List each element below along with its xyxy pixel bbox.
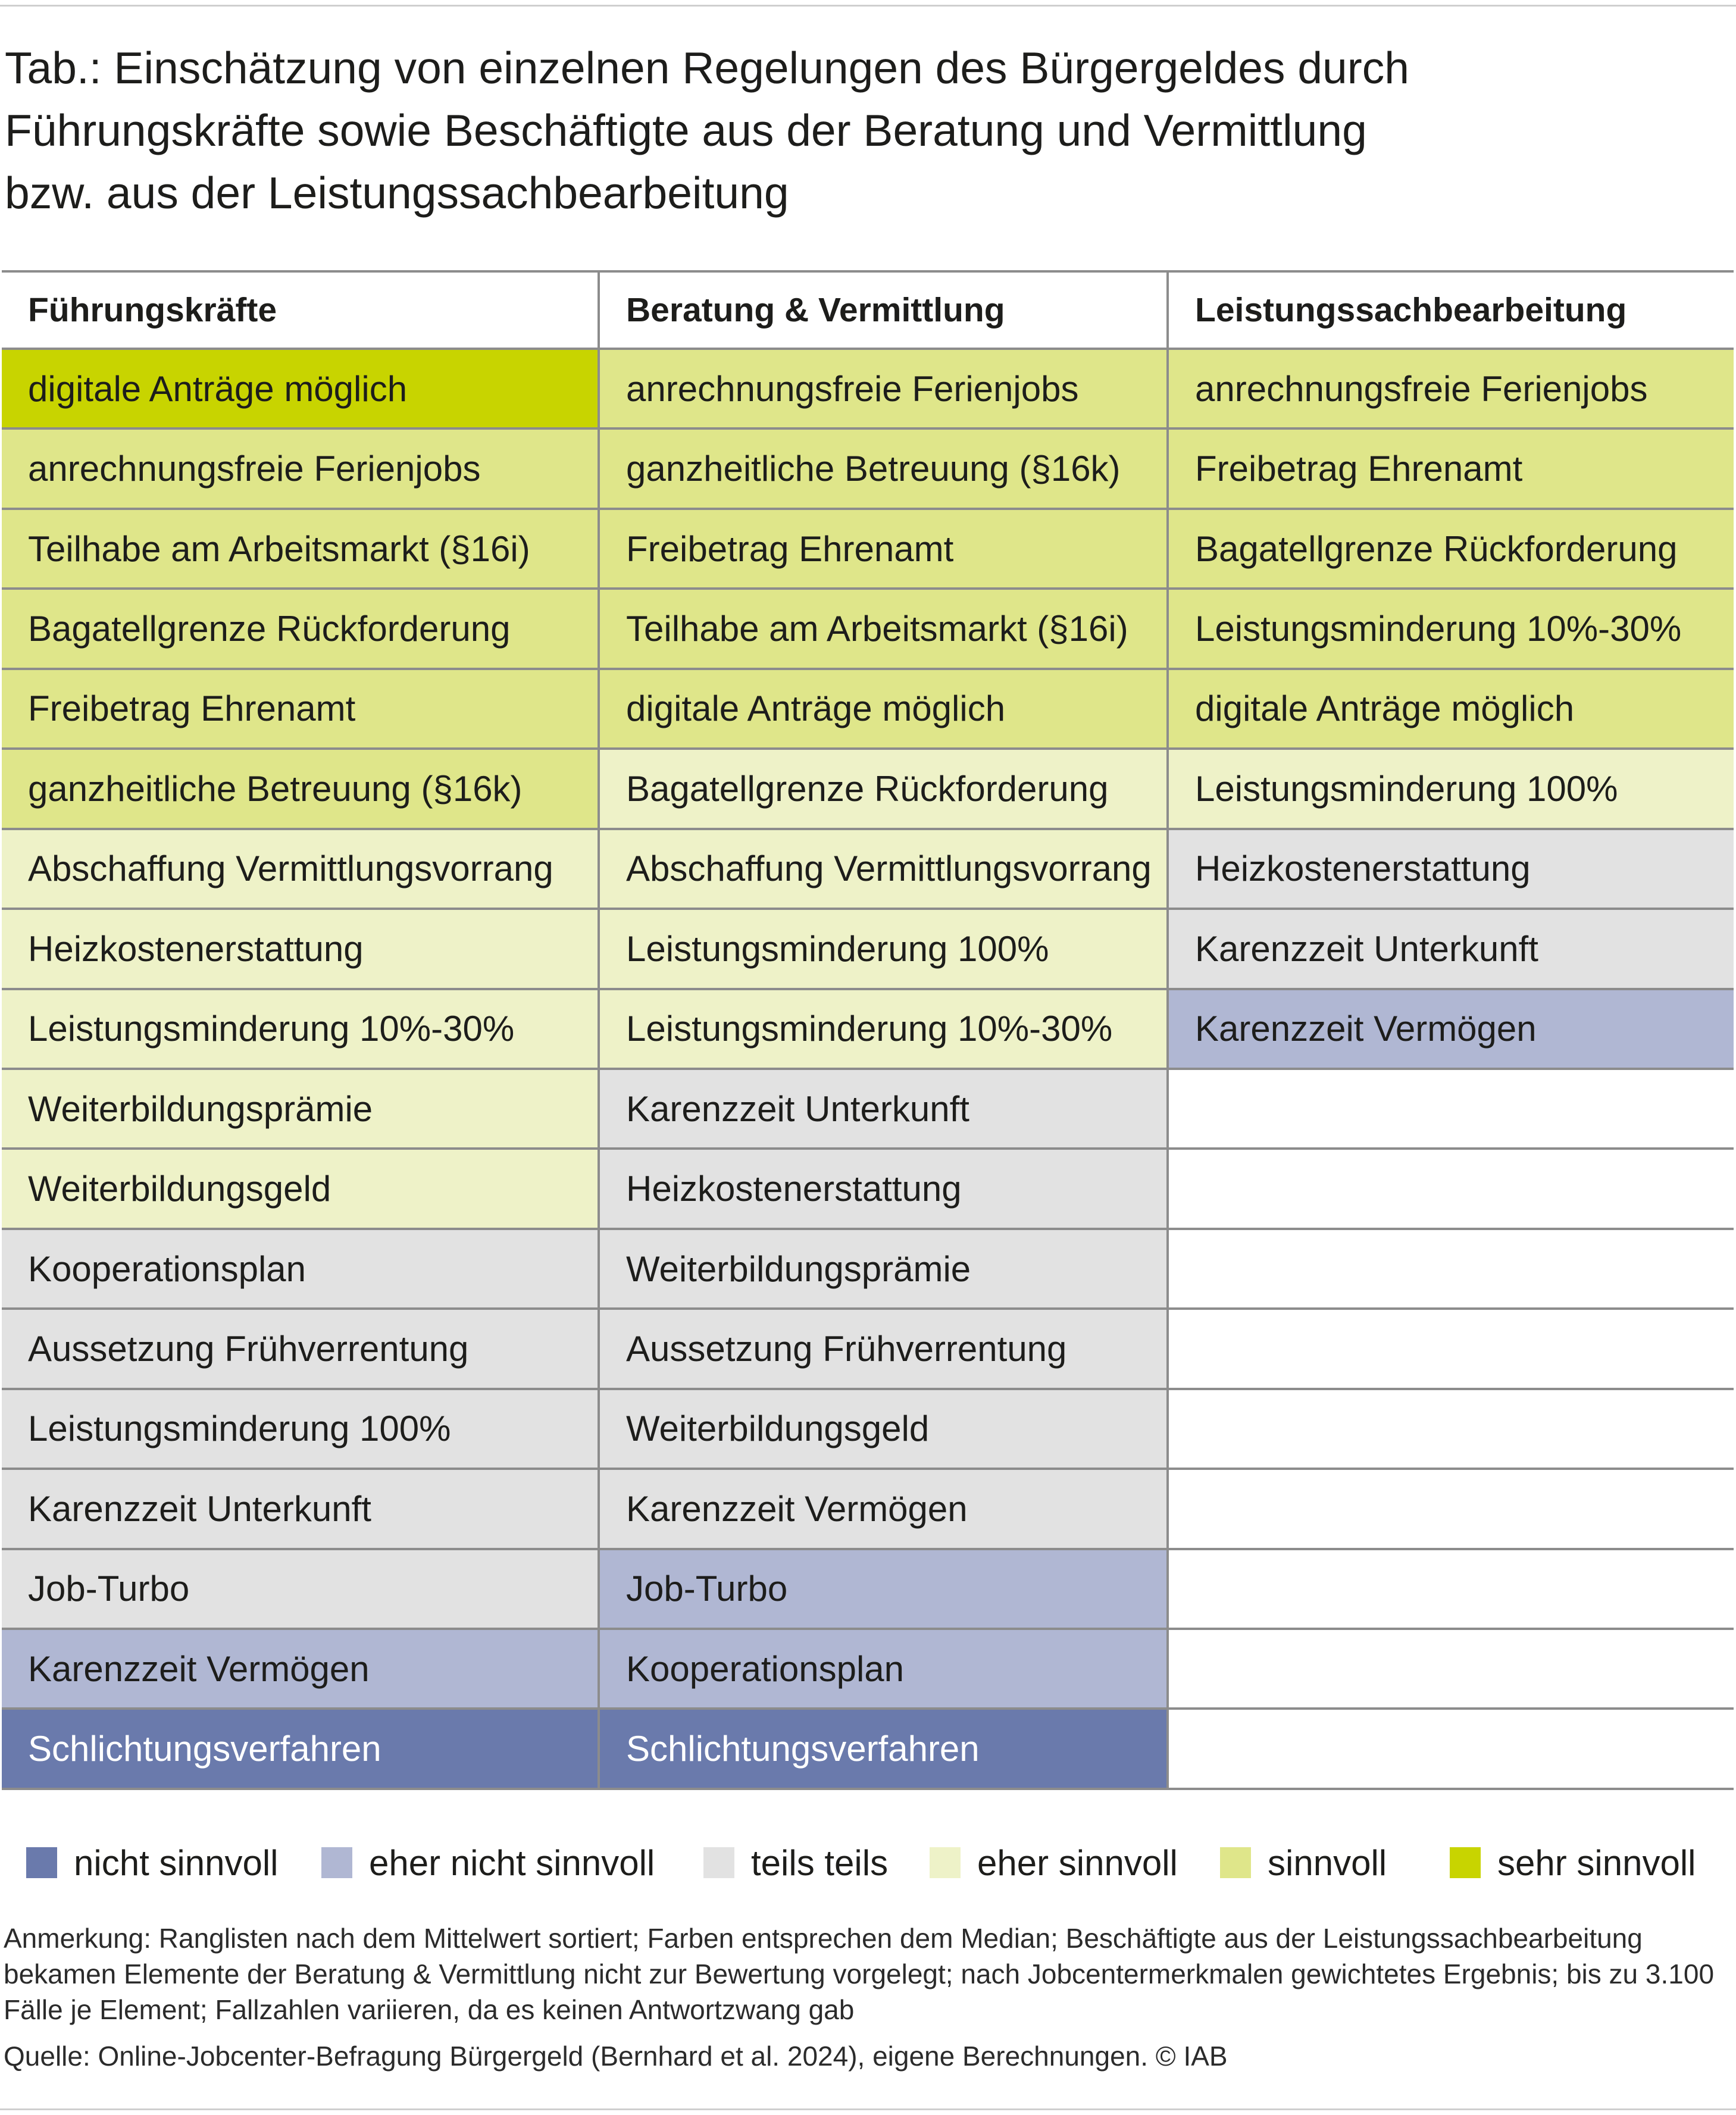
footnote: Anmerkung: Ranglisten nach dem Mittelwert sortiert; Farben entsprechen dem Median; Beschäftigte aus der Leistungssachbearbeitung bekamen Elemente der Beratung & Vermittlung nicht zur Bewertung vorgelegt; nach Jobcentermerkmalen gewichtetes Ergebnis; bis zu 3.100 Fälle je Element; Fallzahlen variieren, da es keinen Antwortzwang gab bbox=[4, 1923, 1715, 2025]
source-line: Quelle: Online-Jobcenter-Befragung Bürgergeld (Bernhard et al. 2024), eigene Berechnungen. © IAB bbox=[4, 2041, 1228, 2072]
legend-swatch bbox=[26, 1847, 57, 1878]
table-cell: Leistungsminderung 100% bbox=[1169, 750, 1734, 830]
table-cell: Kooperationsplan bbox=[2, 1230, 600, 1310]
column-header-beratung-vermittlung: Beratung & Vermittlung bbox=[600, 270, 1169, 350]
table-cell: Teilhabe am Arbeitsmarkt (§16i) bbox=[2, 510, 600, 590]
table-cell: Heizkostenerstattung bbox=[2, 910, 600, 990]
table-cell: Schlichtungsverfahren bbox=[600, 1710, 1169, 1789]
empty-cell bbox=[1169, 1150, 1734, 1229]
table-cell: Karenzzeit Vermögen bbox=[1169, 990, 1734, 1070]
table-cell: Karenzzeit Vermögen bbox=[600, 1470, 1169, 1550]
table-cell: Weiterbildungsprämie bbox=[600, 1230, 1169, 1310]
legend-label: eher sinnvoll bbox=[977, 1842, 1178, 1883]
table-cell: Leistungsminderung 10%-30% bbox=[2, 990, 600, 1070]
table-cell: Leistungsminderung 100% bbox=[2, 1390, 600, 1470]
empty-cell bbox=[1169, 1070, 1734, 1150]
legend-item bbox=[26, 1839, 279, 1886]
table-cell: Abschaffung Vermittlungsvorrang bbox=[2, 830, 600, 910]
table-title bbox=[5, 37, 1612, 224]
table-cell: Aussetzung Frühverrentung bbox=[600, 1310, 1169, 1390]
table-cell: Leistungsminderung 10%-30% bbox=[600, 990, 1169, 1070]
top-rule bbox=[0, 5, 1736, 7]
table-cell: Weiterbildungsgeld bbox=[600, 1390, 1169, 1470]
legend-label: nicht sinnvoll bbox=[74, 1842, 279, 1883]
table-cell: Schlichtungsverfahren bbox=[2, 1710, 600, 1789]
legend-item bbox=[321, 1839, 655, 1886]
legend-swatch bbox=[1220, 1847, 1251, 1878]
table-cell: Karenzzeit Unterkunft bbox=[2, 1470, 600, 1550]
table-cell: anrechnungsfreie Ferienjobs bbox=[2, 430, 600, 509]
table-cell: Freibetrag Ehrenamt bbox=[600, 510, 1169, 590]
table-cell: ganzheitliche Betreuung (§16k) bbox=[2, 750, 600, 830]
legend-swatch bbox=[703, 1847, 734, 1878]
empty-cell bbox=[1169, 1390, 1734, 1470]
table-cell: digitale Anträge möglich bbox=[1169, 670, 1734, 750]
legend-item bbox=[703, 1839, 888, 1886]
table-cell: ganzheitliche Betreuung (§16k) bbox=[600, 430, 1169, 509]
table-cell: Freibetrag Ehrenamt bbox=[2, 670, 600, 750]
column-header-leistungssachbearbeitung: Leistungssachbearbeitung bbox=[1169, 270, 1734, 350]
table-cell: Kooperationsplan bbox=[600, 1630, 1169, 1710]
legend-label: sinnvoll bbox=[1268, 1842, 1387, 1883]
title-line: Führungskräfte sowie Beschäftigte aus der Beratung und Vermittlung bbox=[5, 105, 1367, 155]
title-line: bzw. aus der Leistungssachbearbeitung bbox=[5, 168, 789, 218]
empty-cell bbox=[1169, 1310, 1734, 1390]
table-cell: Bagatellgrenze Rückforderung bbox=[2, 590, 600, 669]
empty-cell bbox=[1169, 1230, 1734, 1310]
legend-label: sehr sinnvoll bbox=[1497, 1842, 1696, 1883]
table-cell: Karenzzeit Unterkunft bbox=[600, 1070, 1169, 1150]
legend-swatch bbox=[1450, 1847, 1481, 1878]
table-cell: Abschaffung Vermittlungsvorrang bbox=[600, 830, 1169, 910]
empty-cell bbox=[1169, 1470, 1734, 1550]
color-legend bbox=[0, 1839, 1736, 1886]
legend-item bbox=[1220, 1839, 1387, 1886]
empty-cell bbox=[1169, 1710, 1734, 1789]
table-cell: digitale Anträge möglich bbox=[2, 350, 600, 430]
ranking-table bbox=[2, 270, 1734, 1796]
legend-swatch bbox=[321, 1847, 352, 1878]
table-cell: Weiterbildungsgeld bbox=[2, 1150, 600, 1229]
legend-label: eher nicht sinnvoll bbox=[369, 1842, 655, 1883]
table-cell: Leistungsminderung 10%-30% bbox=[1169, 590, 1734, 669]
table-cell: digitale Anträge möglich bbox=[600, 670, 1169, 750]
table-cell: Bagatellgrenze Rückforderung bbox=[600, 750, 1169, 830]
table-cell: Job-Turbo bbox=[2, 1550, 600, 1630]
legend-swatch bbox=[930, 1847, 961, 1878]
table-cell: Leistungsminderung 100% bbox=[600, 910, 1169, 990]
table-cell: Heizkostenerstattung bbox=[1169, 830, 1734, 910]
table-cell: Weiterbildungsprämie bbox=[2, 1070, 600, 1150]
table-cell: Heizkostenerstattung bbox=[600, 1150, 1169, 1229]
table-cell: Aussetzung Frühverrentung bbox=[2, 1310, 600, 1390]
table-cell: Karenzzeit Unterkunft bbox=[1169, 910, 1734, 990]
empty-cell bbox=[1169, 1550, 1734, 1630]
empty-cell bbox=[1169, 1630, 1734, 1710]
table-cell: Job-Turbo bbox=[600, 1550, 1169, 1630]
title-line: Tab.: Einschätzung von einzelnen Regelungen des Bürgergeldes durch bbox=[5, 43, 1409, 93]
table-cell: anrechnungsfreie Ferienjobs bbox=[600, 350, 1169, 430]
table-cell: Bagatellgrenze Rückforderung bbox=[1169, 510, 1734, 590]
bottom-rule bbox=[0, 2108, 1736, 2110]
table-cell: Karenzzeit Vermögen bbox=[2, 1630, 600, 1710]
table-cell: anrechnungsfreie Ferienjobs bbox=[1169, 350, 1734, 430]
table-cell: Teilhabe am Arbeitsmarkt (§16i) bbox=[600, 590, 1169, 669]
legend-item bbox=[1450, 1839, 1696, 1886]
legend-item bbox=[930, 1839, 1178, 1886]
table-cell: Freibetrag Ehrenamt bbox=[1169, 430, 1734, 509]
legend-label: teils teils bbox=[751, 1842, 889, 1883]
column-header-fuehrungskraefte: Führungskräfte bbox=[2, 270, 600, 350]
